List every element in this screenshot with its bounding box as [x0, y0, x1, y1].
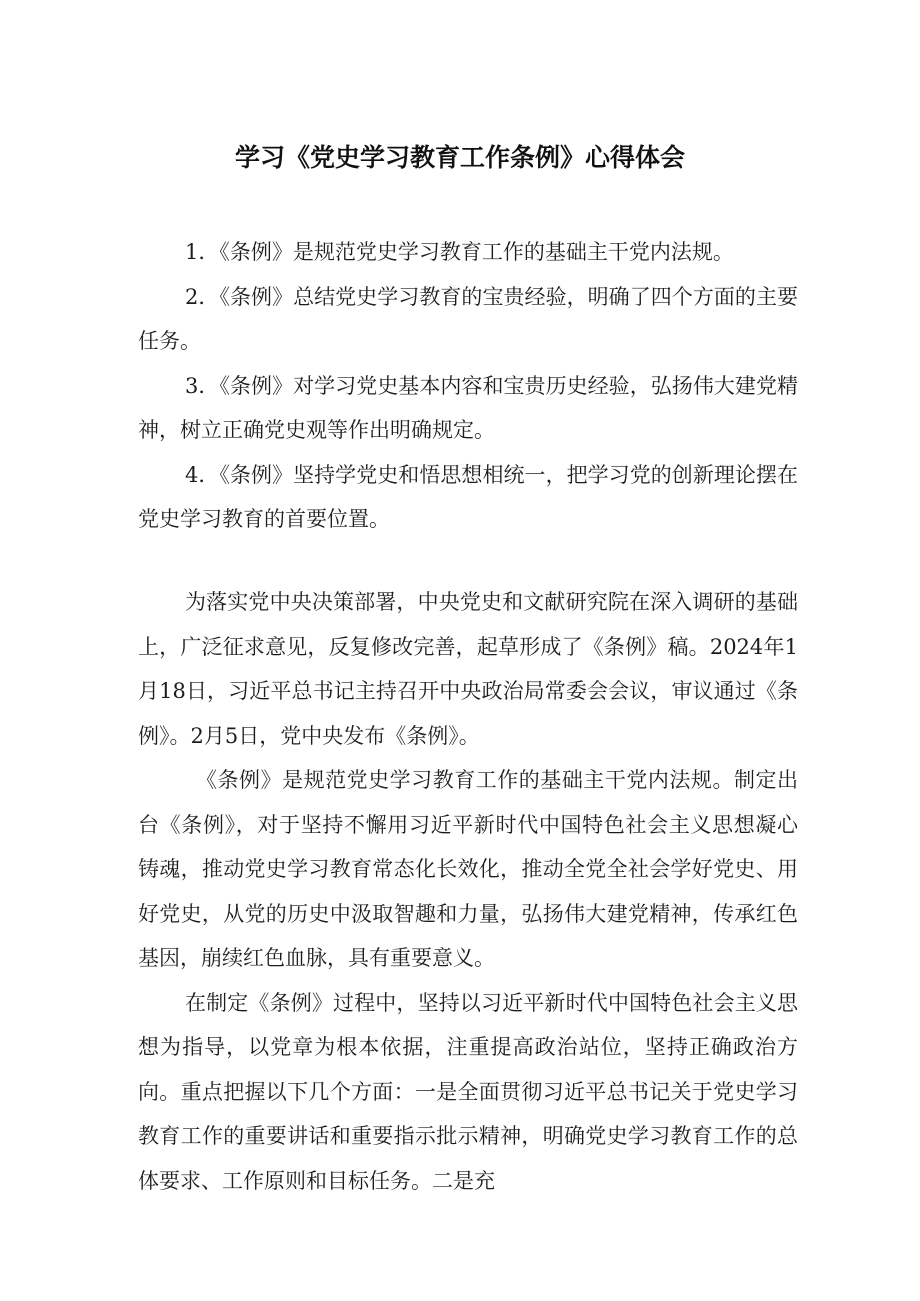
main-body — [138, 580, 798, 1203]
paragraph-significance: 《条例》是规范党史学习教育工作的基础主干党内法规。制定出台《条例》，对于坚持不懈用习近平新时代中国特色社会主义思想凝心铸魂，推动党史学习教育常态化长效化，推动全党全社会学好党史、用好党史，从党的历史中汲取智趣和力量，弘扬伟大建党精神，传承红色基因，崩续红色血脉，具有重要意义。 — [138, 768, 798, 970]
summary-point-1: 1．《条例》是规范党史学习教育工作的基础主干党内法规。 — [185, 240, 734, 264]
summary-points — [138, 230, 798, 542]
summary-point-2: 2．《条例》总结党史学习教育的宝贵经验，明确了四个方面的主要任务。 — [138, 284, 798, 353]
paragraph-guiding-principles: 在制定《条例》过程中，坚持以习近平新时代中国特色社会主义思想为指导，以党章为根本依据，注重提高政治站位，坚持正确政治方向。重点把握以下几个方面：一是全面贯彻习近平总书记关于党史学习教育工作的重要讲话和重要指示批示精神，明确党史学习教育工作的总体要求、工作原则和目标任务。二是充 — [138, 990, 798, 1193]
paragraph-drafting-process: 为落实党中央决策部署，中央党史和文献研究院在深入调研的基础上，广泛征求意见，反复修改完善，起草形成了《条例》稿。2024年1月18日，习近平总书记主持召开中央政治局常委会会议，审议通过《条例》。2月5日，党中央发布《条例》。 — [138, 590, 798, 748]
document-title: 学习《党史学习教育工作条例》心得体会 — [234, 143, 685, 172]
summary-point-3: 3．《条例》对学习党史基本内容和宝贵历史经验，弘扬伟大建党精神，树立正确党史观等作出明确规定。 — [138, 373, 798, 442]
summary-point-4: 4．《条例》坚持学党史和悟思想相统一，把学习党的创新理论摆在党史学习教育的首要位置。 — [138, 462, 798, 531]
